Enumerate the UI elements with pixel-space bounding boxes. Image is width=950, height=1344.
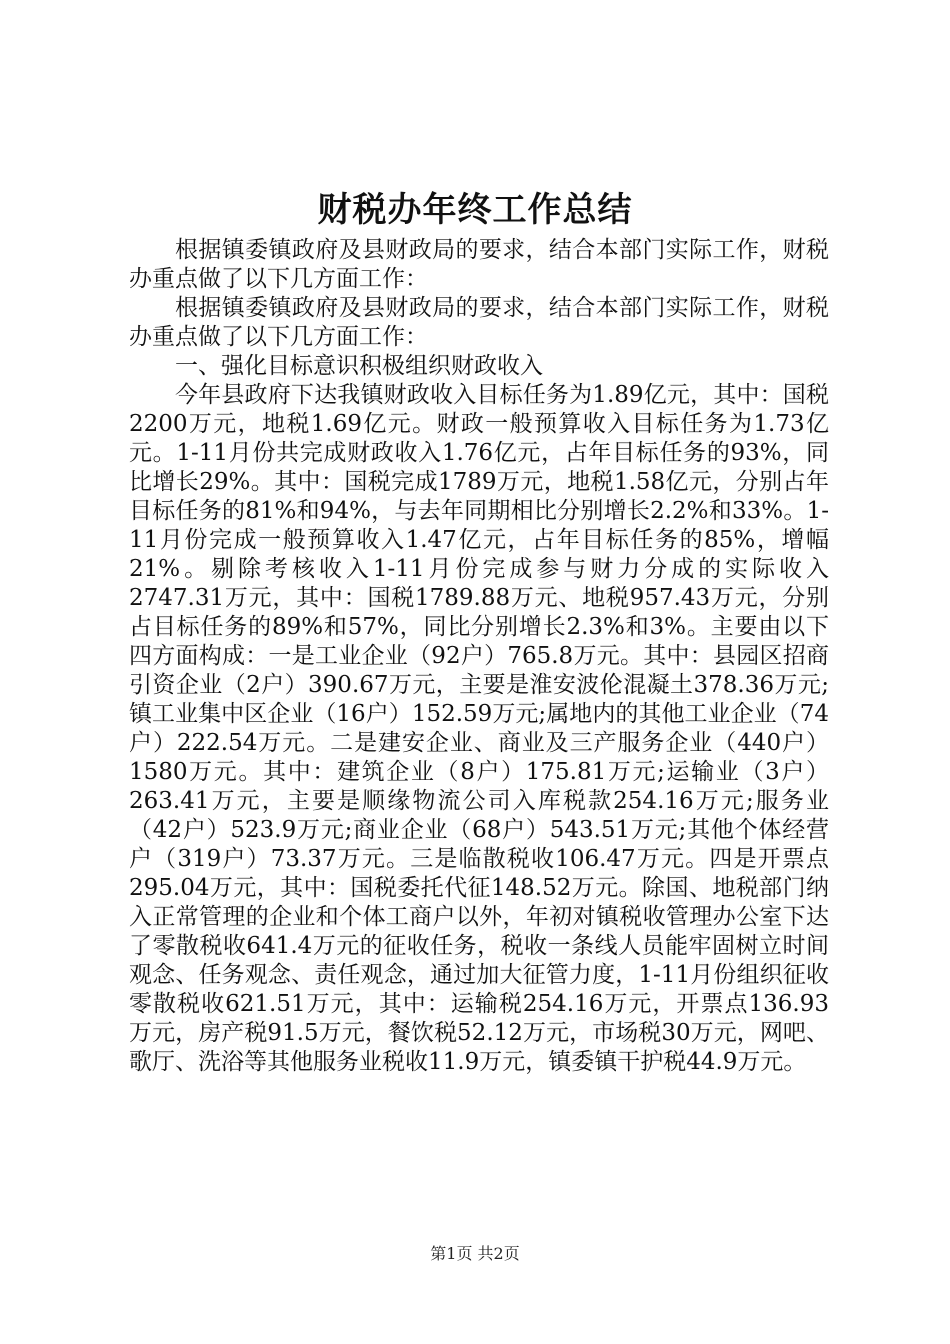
document-body — [129, 236, 829, 1077]
paragraph-revenue-detail: 今年县政府下达我镇财政收入目标任务为1.89亿元，其中：国税2200万元，地税1.69亿元。财政一般预算收入目标任务为1.73亿元。1-11月份共完成财政收入1.76亿元，占年目标任务的93%，同比增长29%。其中：国税完成1789万元，地税1.58亿元，分别占年目标任务的81%和94%，与去年同期相比分别增长2.2%和33%。1-11月份完成一般预算收入1.47亿元，占年目标任务的85%，增幅21%。剔除考核收入1-11月份完成参与财力分成的实际收入2747.31万元，其中：国税1789.88万元、地税957.43万元，分别占目标任务的89%和57%，同比分别增长2.3%和3%。主要由以下四方面构成：一是工业企业（92户）765.8万元。其中：县园区招商引资企业（2户）390.67万元，主要是淮安波伦混凝土378.36万元;镇工业集中区企业（16户）152.59万元;属地内的其他工业企业（74户）222.54万元。二是建安企业、商业及三产服务企业（440户）1580万元。其中：建筑企业（8户）175.81万元;运输业（3户）263.41万元，主要是顺缘物流公司入库税款254.16万元;服务业（42户）523.9万元;商业企业（68户）543.51万元;其他个体经营户（319户）73.37万元。三是临散税收106.47万元。四是开票点295.04万元，其中：国税委托代征148.52万元。除国、地税部门纳入正常管理的企业和个体工商户以外，年初对镇税收管理办公室下达了零散税收641.4万元的征收任务，税收一条线人员能牢固树立时间观念、任务观念、责任观念，通过加大征管力度，1-11月份组织征收零散税收621.51万元，其中：运输税254.16万元，开票点136.93万元，房产税91.5万元，餐饮税52.12万元，市场税30万元，网吧、歌厅、洗浴等其他服务业税收11.9万元，镇委镇干护税44.9万元。 — [129, 382, 829, 1075]
document-title: 财税办年终工作总结 — [317, 190, 633, 230]
page-footer: 第1页 共2页 — [430, 1244, 520, 1263]
paragraph-intro-repeat: 根据镇委镇政府及县财政局的要求，结合本部门实际工作，财税办重点做了以下几方面工作： — [129, 295, 829, 350]
section-heading: 一、强化目标意识积极组织财政收入 — [175, 353, 543, 379]
paragraph-intro: 根据镇委镇政府及县财政局的要求，结合本部门实际工作，财税办重点做了以下几方面工作： — [129, 237, 829, 292]
